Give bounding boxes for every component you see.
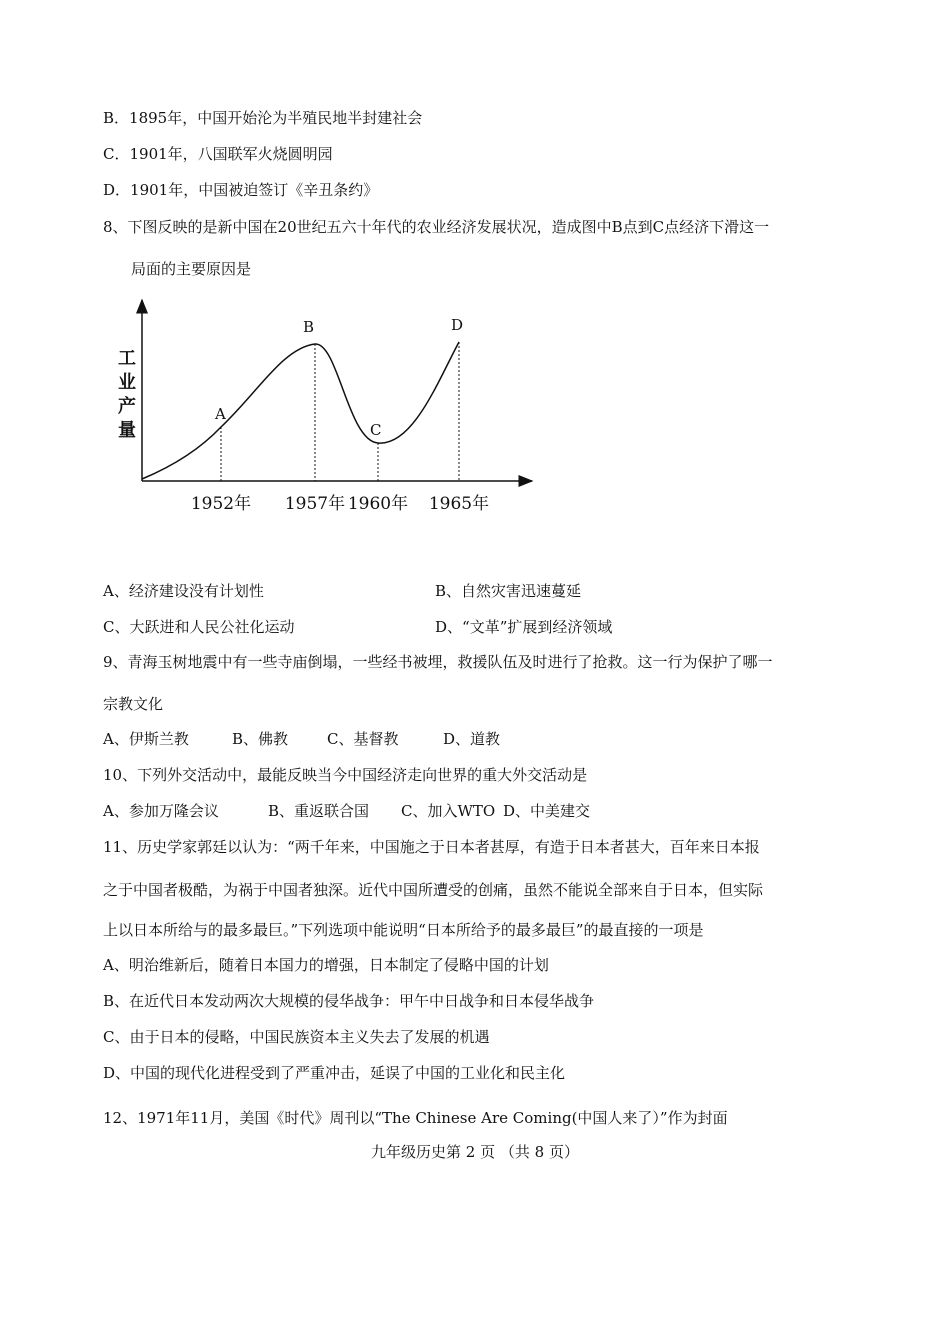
option-11d: D、中国的现代化进程受到了严重冲击，延误了中国的工业化和民主化: [103, 1064, 566, 1082]
question-9-line-2: 宗教文化: [103, 695, 164, 713]
question-9-line-1: 9、青海玉树地震中有一些寺庙倒塌，一些经书被埋，救援队伍及时进行了抢救。这一行为保护了哪一: [103, 653, 773, 671]
option-11b: B、在近代日本发动两次大规模的侵华战争：甲午中日战争和日本侵华战争: [103, 992, 595, 1010]
y-axis-label-char: 工: [118, 348, 136, 369]
option-8d: D、“文革”扩展到经济领域: [435, 618, 613, 636]
point-label-a: A: [215, 405, 226, 423]
option-9d: D、道教: [443, 730, 501, 748]
point-label-c: C: [370, 421, 382, 439]
option-9c: C、基督教: [327, 730, 399, 748]
industrial-output-chart: [108, 296, 548, 526]
option-10d: D、中美建交: [503, 802, 591, 820]
question-8-line-2: 局面的主要原因是: [131, 260, 252, 278]
option-7c: C．1901年，八国联军火烧圆明园: [103, 145, 333, 163]
x-tick-label: 1960年: [347, 494, 409, 514]
question-11-line-2: 之于中国者极酷，为祸于中国者独深。近代中国所遭受的创痛，虽然不能说全部来自于日本，但实际: [103, 881, 764, 899]
question-11-line-3: 上以日本所给与的最多最巨。”下列选项中能说明“日本所给予的最多最巨”的最直接的一项是: [103, 921, 704, 939]
option-9a: A、伊斯兰教: [103, 730, 189, 748]
option-10c: C、加入WTO: [401, 802, 496, 820]
x-tick-label: 1957年: [284, 494, 346, 514]
x-tick-label: 1965年: [428, 494, 490, 514]
option-7d: D．1901年，中国被迫签订《辛丑条约》: [103, 181, 379, 199]
option-11a: A、明治维新后，随着日本国力的增强，日本制定了侵略中国的计划: [103, 956, 549, 974]
question-12: 12、1971年11月，美国《时代》周刊以“The Chinese Are Coming(中国人来了）”作为封面: [103, 1109, 728, 1127]
x-tick-label: 1952年: [190, 494, 252, 514]
option-10b: B、重返联合国: [268, 802, 370, 820]
option-8a: A、经济建设没有计划性: [103, 582, 264, 600]
question-11-line-1: 11、历史学家郭廷以认为：“两千年来，中国施之于日本者甚厚，有造于日本者甚大，百年来日本报: [103, 838, 760, 856]
option-7b: B．1895年，中国开始沦为半殖民地半封建社会: [103, 109, 423, 127]
y-axis-label-char: 业: [118, 372, 136, 393]
page-footer: 九年级历史第 2 页 （共 8 页）: [371, 1143, 579, 1161]
y-axis-label-char: 产: [118, 396, 136, 417]
question-10: 10、下列外交活动中，最能反映当今中国经济走向世界的重大外交活动是: [103, 766, 588, 784]
option-8c: C、大跃进和人民公社化运动: [103, 618, 295, 636]
y-axis-label: [118, 348, 136, 441]
option-9b: B、佛教: [232, 730, 289, 748]
y-axis-label-char: 量: [118, 420, 136, 441]
question-8-line-1: 8、下图反映的是新中国在20世纪五六十年代的农业经济发展状况，造成图中B点到C点经济下滑这一: [103, 218, 770, 236]
output-curve: [142, 342, 459, 479]
option-10a: A、参加万隆会议: [103, 802, 219, 820]
point-label-d: D: [451, 316, 464, 334]
point-label-b: B: [303, 318, 315, 336]
option-11c: C、由于日本的侵略，中国民族资本主义失去了发展的机遇: [103, 1028, 490, 1046]
option-8b: B、自然灾害迅速蔓延: [435, 582, 582, 600]
